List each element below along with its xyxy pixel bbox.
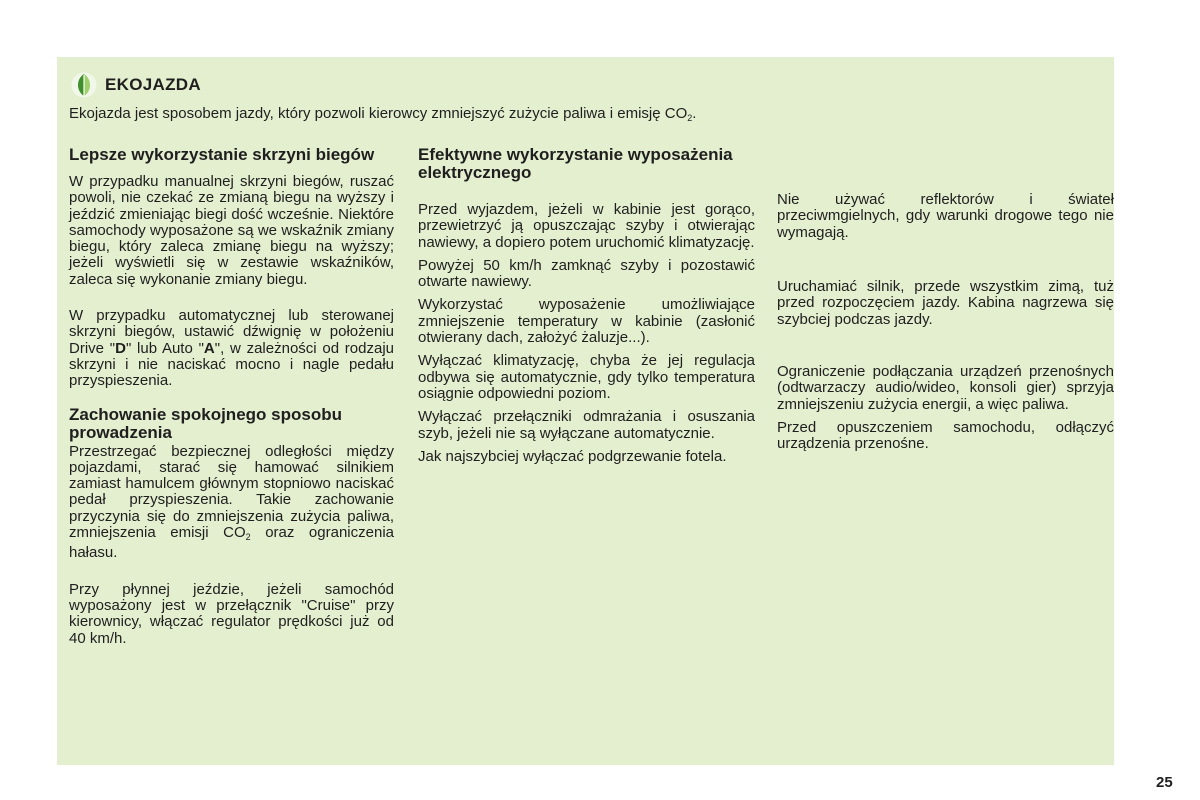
- paragraph-ventilation: Przed wyjazdem, jeżeli w kabinie jest gorąco, przewietrzyć ją opuszczając szyby i otwierając nawiewy, a dopiero potem uruchomić klimatyzację.: [418, 201, 755, 251]
- heading-electrical-equipment: Efektywne wykorzystanie wyposażenia elektrycznego: [418, 145, 733, 182]
- intro-text: Ekojazda jest sposobem jazdy, który pozwoli kierowcy zmniejszyć zużycie paliwa i emisję $CO_2$.: [69, 105, 697, 123]
- column-lights: [777, 192, 1114, 241]
- paragraph-portable-devices: Ograniczenie podłączania urządzeń przenośnych (odtwarzaczy audio/wideo, konsoli gier) sprzyja zmniejszeniu zużycia energii, a więc paliwa.: [777, 363, 1114, 413]
- heading-calm-driving: Zachowanie spokojnego sposobu prowadzenia: [69, 404, 342, 442]
- paragraph-close-windows: Powyżej 50 km/h zamknąć szyby i pozostawić otwarte nawiewy.: [418, 256, 755, 291]
- page-number: 25: [1156, 774, 1173, 791]
- paragraph-automatic-gearbox: W przypadku automatycznej lub sterowanej skrzyni biegów, ustawić dźwignię w położeniu Drive "D" lub Auto "A", w zależności od rodzaju skrzyni i nie naciskać mocno i nagle pedału przyspieszenia.: [69, 307, 395, 390]
- paragraph-air-conditioning: Wyłączać klimatyzację, chyba że jej regulacja odbywa się automatycznie, gdy tylko temperatura osiągnie odpowiedni poziom.: [418, 352, 755, 402]
- heading-gearbox: Lepsze wykorzystanie skrzyni biegów: [69, 145, 375, 164]
- paragraph-seat-heating: Jak najszybciej wyłączać podgrzewanie fotela.: [418, 447, 727, 465]
- eco-leaf-icon: [71, 72, 97, 98]
- paragraph-cruise-control: Przy płynnej jeździe, jeżeli samochód wyposażony jest w przełącznik "Cruise" przy kierownicy, włączać regulator prędkości już od 40 km/h.: [69, 580, 394, 647]
- paragraph-cabin-temperature: Wykorzystać wyposażenie umożliwiające zmniejszenie temperatury w kabinie (zasłonić otwierany dach, założyć żaluzje...).: [418, 296, 755, 347]
- paragraph-manual-gearbox: W przypadku manualnej skrzyni biegów, ruszać powoli, nie czekać ze zmianą biegu na wyższy i jeździć zmieniając biegi dość wcześnie. Niektóre samochody wyposażone są we wskaźnik zmiany biegu, który zaleca zmianę biegu na wyższy; jeżeli wyświetli się w zestawie wskaźników, zaleca się wykonanie zmiany biegu.: [69, 173, 394, 288]
- paragraph-defrost: Wyłączać przełączniki odmrażania i osuszania szyb, jeżeli nie są wyłączane automatycznie.: [418, 408, 755, 442]
- paragraph-fog-lights: Nie używać reflektorów i świateł przeciwmgielnych, gdy warunki drogowe tego nie wymagają.: [777, 191, 1114, 241]
- column-gearbox: [69, 146, 394, 647]
- paragraph-disconnect-devices: Przed opuszczeniem samochodu, odłączyć urządzenia przenośne.: [777, 418, 1114, 453]
- column-engine-start: [777, 279, 1114, 328]
- section-title: EKOJAZDA: [105, 75, 201, 94]
- paragraph-engine-start: Uruchamiać silnik, przede wszystkim zimą, tuż przed rozpoczęciem jazdy. Kabina nagrzewa się szybciej podczas jazdy.: [777, 278, 1114, 328]
- paragraph-safe-distance: Przestrzegać bezpiecznej odległości między pojazdami, starać się hamować silnikiem zamiast hamulcem głównym stopniowo naciskać pedał przyspieszenia. Takie zachowanie przyczynia się do zmniejszenia zużycia paliwa, zmniejszenia emisji $CO_2$ oraz ograniczenia hałasu.: [69, 442, 394, 562]
- column-devices: [777, 364, 1114, 452]
- column-electrical: [418, 146, 755, 465]
